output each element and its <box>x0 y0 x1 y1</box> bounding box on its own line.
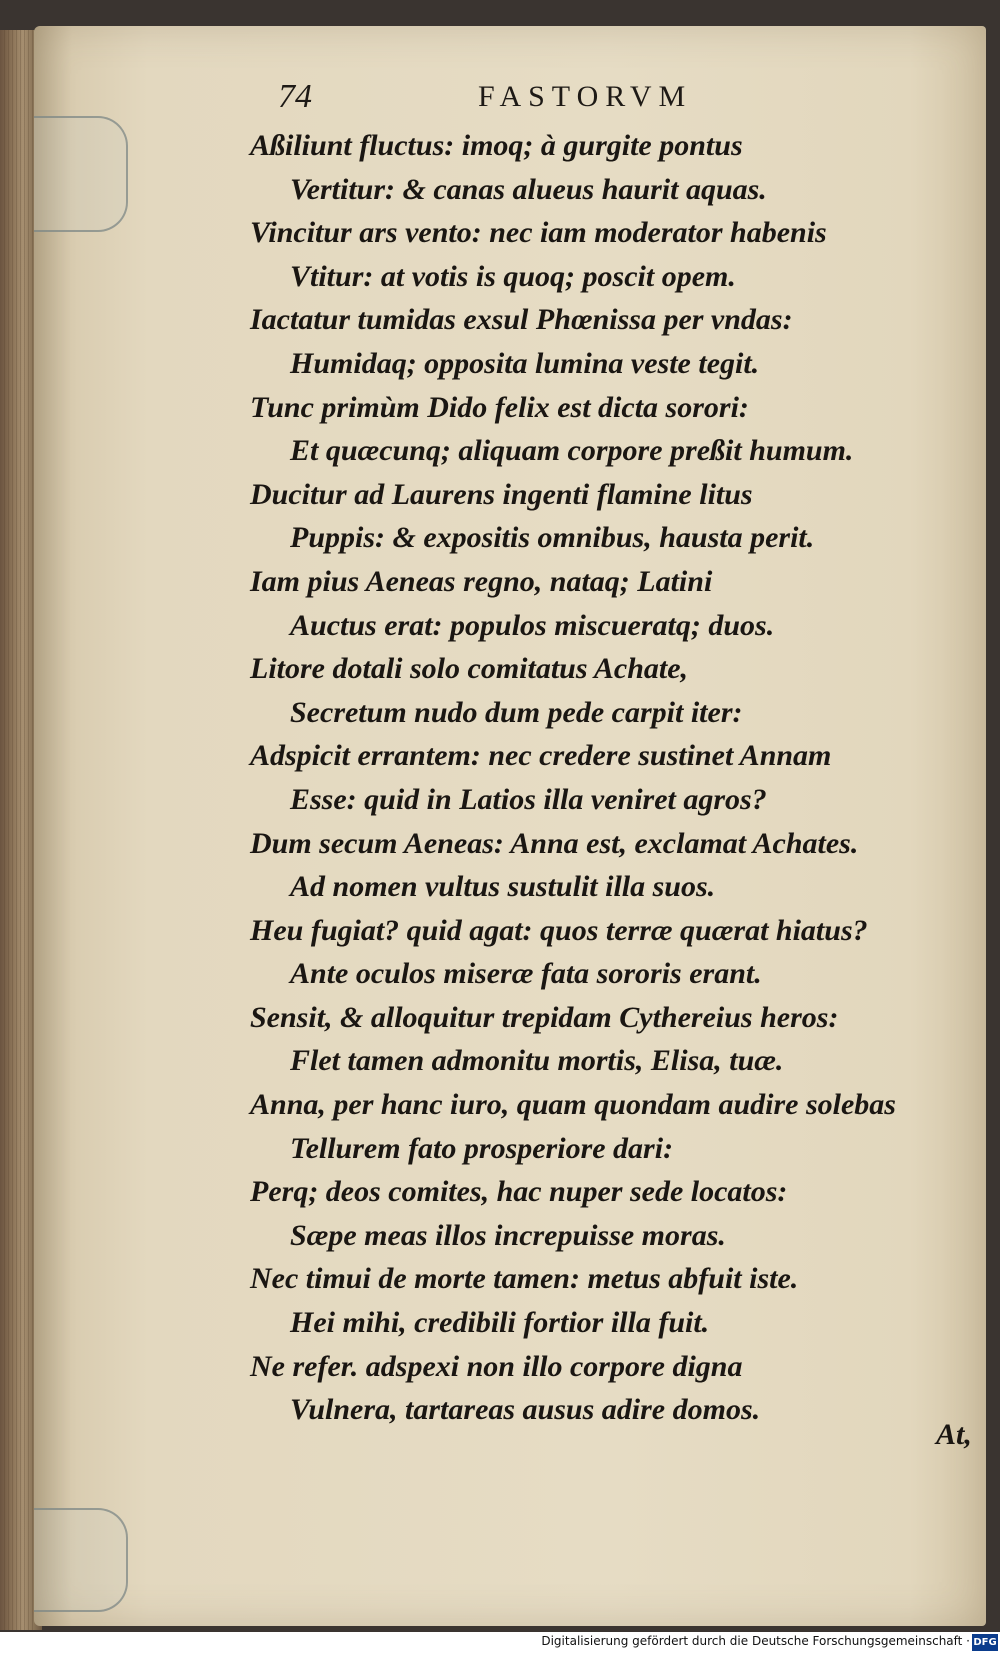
verse-line: Humidaq; opposita lumina veste tegit. <box>290 346 760 380</box>
verse-line: Aßiliunt fluctus: imoq; à gurgite pontus <box>250 129 743 162</box>
verse-line: Tellurem fato prosperiore dari: <box>290 1131 674 1165</box>
verse-line: Vulnera, tartareas ausus adire domos. <box>290 1393 761 1427</box>
verse-line: Et quæcunq; aliquam corpore preßit humum. <box>290 434 854 468</box>
page-number: 74 <box>278 78 312 115</box>
verse-line: Nec timui de morte tamen: metus abfuit iste. <box>250 1262 799 1296</box>
funding-credit: Digitalisierung gefördert durch die Deutsche Forschungsgemeinschaft · <box>541 1634 970 1648</box>
verse-line: Ne refer. adspexi non illo corpore digna <box>250 1349 743 1383</box>
page-clip-top <box>34 116 128 232</box>
verse-line: Litore dotali solo comitatus Achate, <box>250 652 689 686</box>
catchword: At, <box>936 1418 972 1451</box>
verse-line: Sæpe meas illos increpuisse moras. <box>290 1218 726 1252</box>
verse-line: Iactatur tumidas exsul Phœnissa per vndas: <box>250 303 793 337</box>
verse-line: Ante oculos miseræ fata sororis erant. <box>290 957 762 991</box>
verse-line: Ducitur ad Laurens ingenti flamine litus <box>250 477 753 511</box>
verse-line: Adspicit errantem: nec credere sustinet Annam <box>250 739 832 773</box>
verse-line: Perq; deos comites, hac nuper sede locatos: <box>250 1175 788 1209</box>
page-header <box>278 78 758 118</box>
verse-line: Vertitur: & canas alueus haurit aquas. <box>290 172 767 206</box>
verse-line: Dum secum Aeneas: Anna est, exclamat Achates. <box>250 826 859 860</box>
dfg-logo-icon: DFG <box>972 1634 998 1651</box>
verse-line: Tunc primùm Dido felix est dicta sorori: <box>250 390 749 424</box>
verse-line: Ad nomen vultus sustulit illa suos. <box>290 870 716 904</box>
verse-line: Flet tamen admonitu mortis, Elisa, tuæ. <box>290 1044 784 1078</box>
digitization-footer <box>0 1632 1000 1654</box>
verse-line: Hei mihi, credibili fortior illa fuit. <box>290 1306 710 1340</box>
verse-line: Anna, per hanc iuro, quam quondam audire solebas <box>250 1088 896 1122</box>
verse-line: Vtitur: at votis is quoq; poscit opem. <box>290 259 736 293</box>
verse-block <box>250 124 970 1432</box>
verse-line: Iam pius Aeneas regno, nataq; Latini <box>250 564 713 598</box>
verse-line: Secretum nudo dum pede carpit iter: <box>290 695 743 729</box>
verse-line: Auctus erat: populos miscueratq; duos. <box>290 608 775 642</box>
verse-line: Heu fugiat? quid agat: quos terræ quærat hiatus? <box>250 913 868 947</box>
verse-line: Sensit, & alloquitur trepidam Cythereius heros: <box>250 1000 839 1034</box>
page-clip-bottom <box>34 1508 128 1612</box>
verse-line: Esse: quid in Latios illa veniret agros? <box>290 782 767 816</box>
verse-line: Puppis: & expositis omnibus, hausta perit. <box>290 521 815 555</box>
running-head: FASTORVM <box>478 80 693 113</box>
page-edges <box>4 30 34 1630</box>
verse-line: Vincitur ars vento: nec iam moderator habenis <box>250 216 827 250</box>
